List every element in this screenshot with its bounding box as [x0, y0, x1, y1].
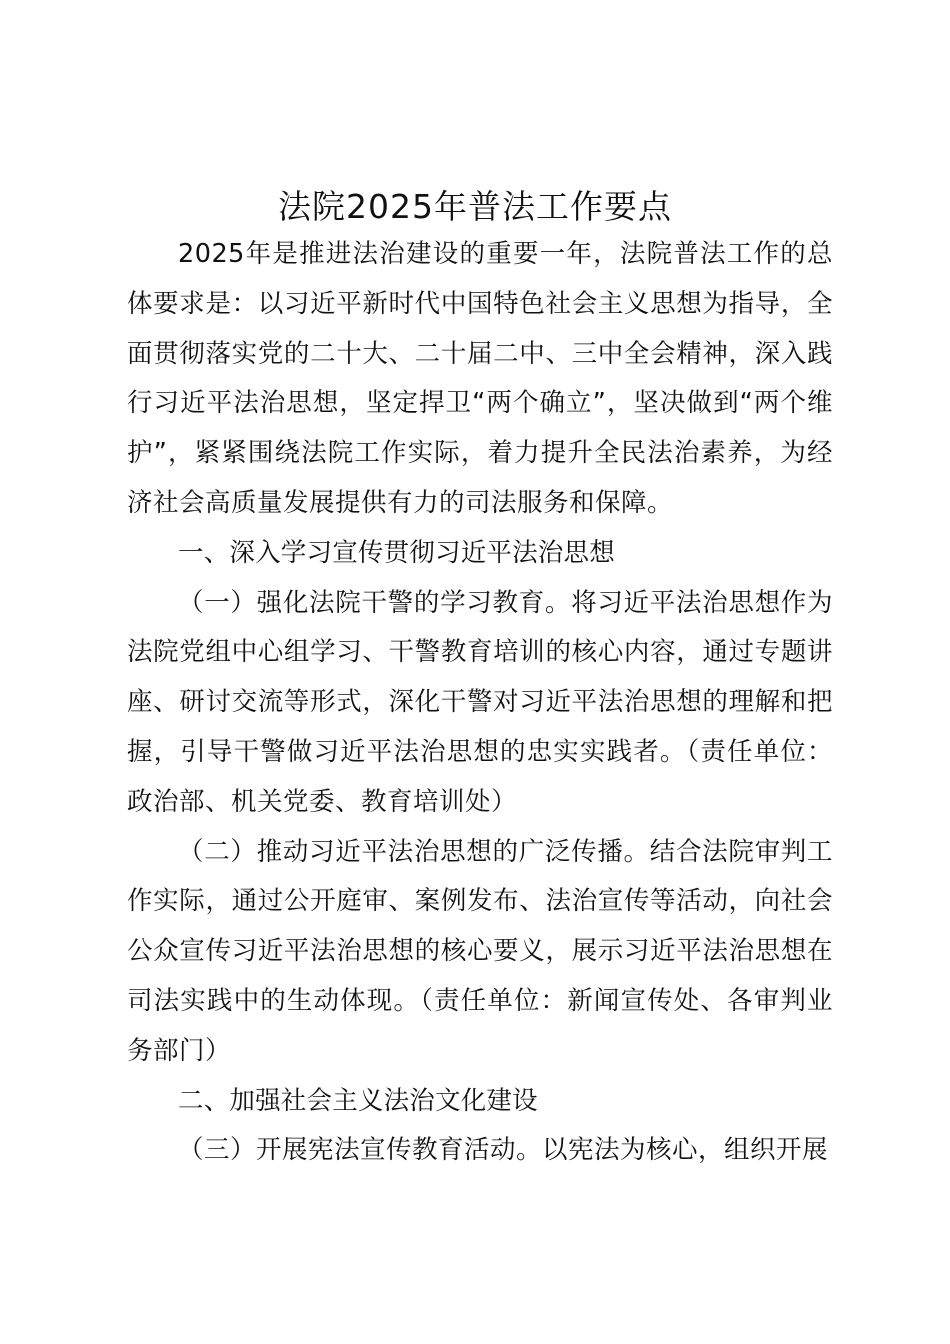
document-title: 法院2025年普法工作要点 — [278, 187, 672, 226]
paragraph-item-1: （一）强化法院干警的学习教育。将习近平法治思想作为法院党组中心组学习、干警教育培训的核心内容，通过专题讲座、研讨交流等形式，深化干警对习近平法治思想的理解和把握，引导干警做习近平法治思想的忠实实践者。（责任单位：政治部、机关党委、教育培训处） — [127, 587, 833, 817]
paragraph-item-2: （二）推动习近平法治思想的广泛传播。结合法院审判工作实际，通过公开庭审、案例发布、法治宣传等活动，向社会公众宣传习近平法治思想的核心要义，展示习近平法治思想在司法实践中的生动体现。（责任单位：新闻宣传处、各审判业务部门） — [127, 836, 833, 1066]
section-heading-2: 二、加强社会主义法治文化建设 — [178, 1085, 538, 1116]
paragraph-item-3: （三）开展宪法宣传教育活动。以宪法为核心，组织开展 — [178, 1135, 829, 1166]
paragraph-intro: 2025年是推进法治建设的重要一年，法院普法工作的总体要求是：以习近平新时代中国特色社会主义思想为指导，全面贯彻落实党的二十大、二十届二中、三中全会精神，深入践行习近平法治思想，坚定捍卫“两个确立”，坚决做到“两个维护”，紧紧围绕法院工作实际，着力提升全民法治素养，为经济社会高质量发展提供有力的司法服务和保障。 — [127, 239, 833, 518]
document-body — [127, 230, 833, 1176]
section-heading-1: 一、深入学习宣传贯彻习近平法治思想 — [178, 537, 615, 568]
